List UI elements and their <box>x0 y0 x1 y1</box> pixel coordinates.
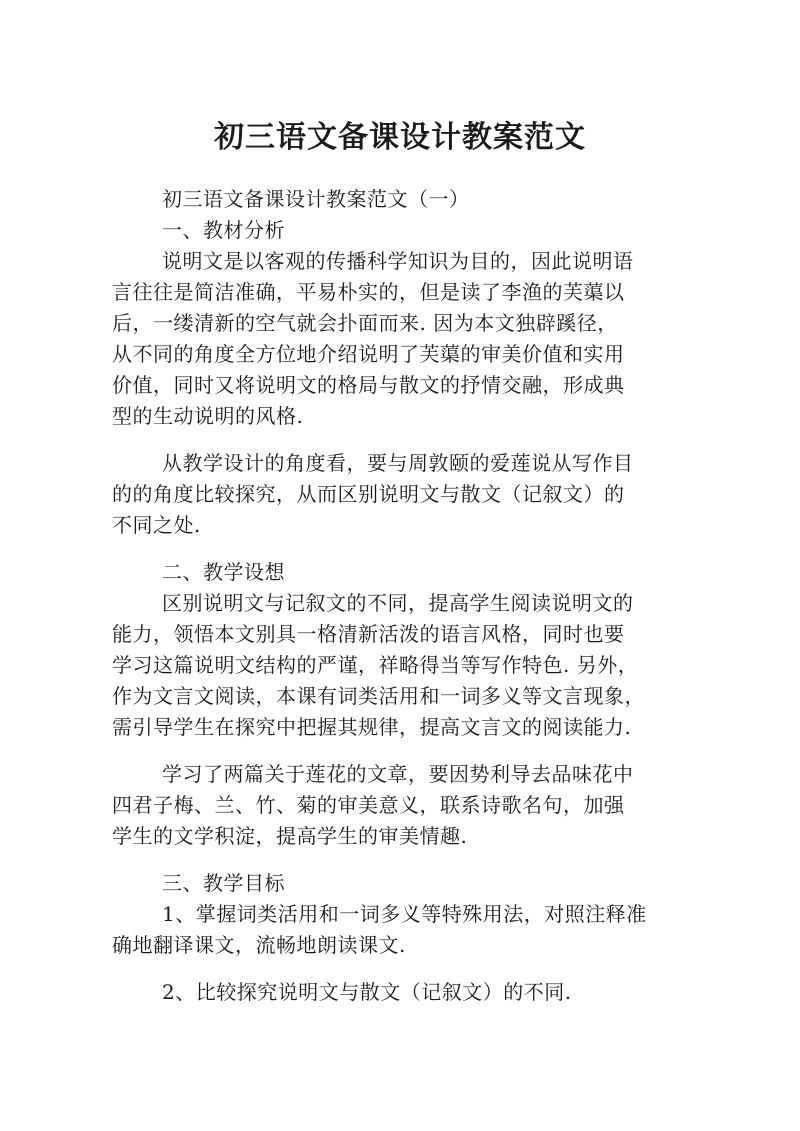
text-line: 初三语文备课设计教案范文（一） <box>162 187 470 211</box>
page-title: 初三语文备课设计教案范文 <box>214 120 586 155</box>
text-line: 后，一缕清新的空气就会扑面而来. 因为本文独辟蹊径， <box>112 311 618 335</box>
text-line: 学习这篇说明文结构的严谨，祥略得当等写作特色. 另外， <box>112 653 639 677</box>
text-line: 学习了两篇关于莲花的文章，要因势利导去品味花中 <box>162 762 634 786</box>
text-line: 言往往是简洁准确，平易朴实的，但是读了李渔的芙蕖以 <box>112 280 625 304</box>
text-line: 1、掌握词类活用和一词多义等特殊用法，对照注释准 <box>162 902 647 926</box>
text-line: 说明文是以客观的传播科学知识为目的，因此说明语 <box>162 249 634 273</box>
text-line: 型的生动说明的风格. <box>112 404 304 428</box>
text-line: 需引导学生在探究中把握其规律，提高文言文的阅读能力. <box>112 715 632 739</box>
text-line: 一、教材分析 <box>162 218 285 242</box>
text-line: 价值，同时又将说明文的格局与散文的抒情交融，形成典 <box>112 373 625 397</box>
text-line: 二、教学设想 <box>162 560 285 584</box>
text-line: 能力，领悟本文别具一格清新活泼的语言风格，同时也要 <box>112 622 625 646</box>
text-line: 确地翻译课文，流畅地朗读课文. <box>112 933 406 957</box>
text-line: 不同之处. <box>112 513 201 537</box>
text-line: 三、教学目标 <box>162 871 285 895</box>
text-line: 从不同的角度全方位地介绍说明了芙蕖的审美价值和实用 <box>112 342 625 366</box>
text-line: 作为文言文阅读，本课有词类活用和一词多义等文言现象， <box>112 684 645 708</box>
text-line: 从教学设计的角度看，要与周敦颐的爱莲说从写作目 <box>162 451 634 475</box>
text-line: 2、比较探究说明文与散文（记叙文）的不同. <box>162 980 572 1004</box>
text-line: 学生的文学积淀，提高学生的审美情趣. <box>112 824 468 848</box>
text-line: 的的角度比较探究，从而区别说明文与散文（记叙文）的 <box>112 482 625 506</box>
text-line: 四君子梅、兰、竹、菊的审美意义，联系诗歌名句，加强 <box>112 793 625 817</box>
text-line: 区别说明文与记叙文的不同，提高学生阅读说明文的 <box>162 591 634 615</box>
